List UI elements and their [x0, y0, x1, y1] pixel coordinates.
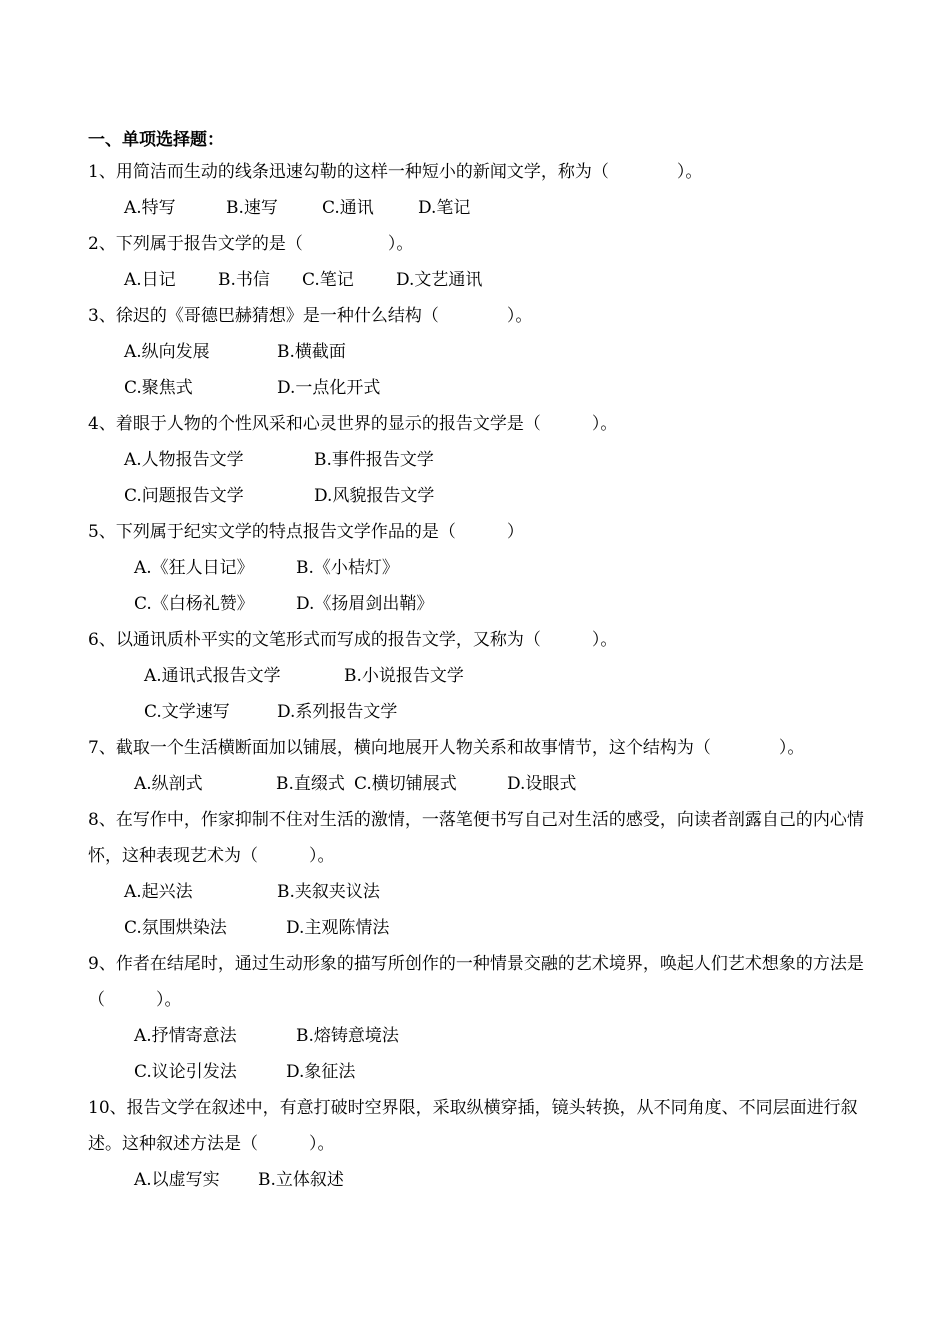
question-10 [88, 1090, 908, 1198]
option-d: D.一点化开式 [277, 378, 381, 398]
option-row [88, 910, 908, 946]
option-b: B.《小桔灯》 [296, 558, 399, 578]
option-a: A.人物报告文学 [124, 450, 244, 470]
option-row [88, 874, 908, 910]
question-7 [88, 730, 908, 802]
option-row [88, 442, 908, 478]
option-b: B.小说报告文学 [344, 666, 464, 686]
option-d: D.文艺通讯 [396, 270, 483, 290]
option-row [88, 262, 908, 298]
question-stem: 3、徐迟的《哥德巴赫猜想》是一种什么结构（ ）。 [88, 306, 533, 326]
option-d: D.象征法 [286, 1062, 356, 1082]
option-d: D.《扬眉剑出鞘》 [296, 594, 434, 614]
exam-document [88, 126, 908, 1198]
option-b: B.事件报告文学 [314, 450, 434, 470]
option-b: B.直缀式 [276, 774, 345, 794]
section-title: 一、单项选择题： [88, 130, 224, 150]
option-c: C.《白杨礼赞》 [134, 594, 254, 614]
option-b: B.横截面 [277, 342, 346, 362]
option-row [88, 694, 908, 730]
option-row [88, 1054, 908, 1090]
question-stem: 5、下列属于纪实文学的特点报告文学作品的是（ ） [88, 522, 524, 542]
option-a: A.特写 [124, 198, 176, 218]
option-row [88, 334, 908, 370]
option-a: A.以虚写实 [134, 1170, 220, 1190]
option-d: D.笔记 [418, 198, 471, 218]
option-c: C.聚焦式 [124, 378, 193, 398]
option-row [88, 658, 908, 694]
option-d: D.风貌报告文学 [314, 486, 435, 506]
question-4 [88, 406, 908, 514]
option-row [88, 766, 908, 802]
option-c: C.横切铺展式 [354, 774, 457, 794]
option-d: D.设眼式 [507, 774, 577, 794]
option-row [88, 190, 908, 226]
option-a: A.纵向发展 [124, 342, 210, 362]
question-8 [88, 802, 908, 946]
option-row [88, 370, 908, 406]
option-b: B.熔铸意境法 [296, 1026, 399, 1046]
option-row [88, 1018, 908, 1054]
option-a: A.《狂人日记》 [134, 558, 254, 578]
option-a: A.纵剖式 [134, 774, 203, 794]
option-a: A.起兴法 [124, 882, 193, 902]
option-c: C.议论引发法 [134, 1062, 237, 1082]
question-9 [88, 946, 908, 1090]
question-stem: 6、以通讯质朴平实的文笔形式而写成的报告文学，又称为（ ）。 [88, 630, 618, 650]
option-row [88, 586, 908, 622]
option-a: A.抒情寄意法 [134, 1026, 237, 1046]
option-c: C.通讯 [322, 198, 374, 218]
option-b: B.夹叙夹议法 [277, 882, 380, 902]
option-b: B.立体叙述 [258, 1170, 344, 1190]
option-c: C.笔记 [302, 270, 354, 290]
option-row [88, 550, 908, 586]
option-d: D.系列报告文学 [277, 702, 398, 722]
question-stem: 8、在写作中，作家抑制不住对生活的激情，一落笔便书写自己对生活的感受，向读者剖露自己的内心情怀，这种表现艺术为（ ）。 [88, 810, 864, 866]
question-5 [88, 514, 908, 622]
option-c: C.问题报告文学 [124, 486, 244, 506]
option-b: B.速写 [226, 198, 278, 218]
question-stem: 7、截取一个生活横断面加以铺展，横向地展开人物关系和故事情节，这个结构为（ ）。 [88, 738, 805, 758]
question-stem: 4、着眼于人物的个性风采和心灵世界的显示的报告文学是（ ）。 [88, 414, 618, 434]
question-list [88, 154, 908, 1198]
option-d: D.主观陈情法 [286, 918, 390, 938]
question-stem: 2、下列属于报告文学的是（ ）。 [88, 234, 414, 254]
question-stem: 10、报告文学在叙述中，有意打破时空界限，采取纵横穿插，镜头转换，从不同角度、不同层面进行叙述。这种叙述方法是（ ）。 [88, 1098, 858, 1154]
option-c: C.文学速写 [144, 702, 230, 722]
question-3 [88, 298, 908, 406]
question-2 [88, 226, 908, 298]
option-b: B.书信 [218, 270, 270, 290]
option-a: A.通讯式报告文学 [144, 666, 281, 686]
option-a: A.日记 [124, 270, 176, 290]
question-6 [88, 622, 908, 730]
question-1 [88, 154, 908, 226]
question-stem: 9、作者在结尾时，通过生动形象的描写所创作的一种情景交融的艺术境界，唤起人们艺术想象的方法是（ ）。 [88, 954, 864, 1010]
option-c: C.氛围烘染法 [124, 918, 227, 938]
option-row [88, 1162, 908, 1198]
option-row [88, 478, 908, 514]
question-stem: 1、用简洁而生动的线条迅速勾勒的这样一种短小的新闻文学，称为（ ）。 [88, 162, 703, 182]
